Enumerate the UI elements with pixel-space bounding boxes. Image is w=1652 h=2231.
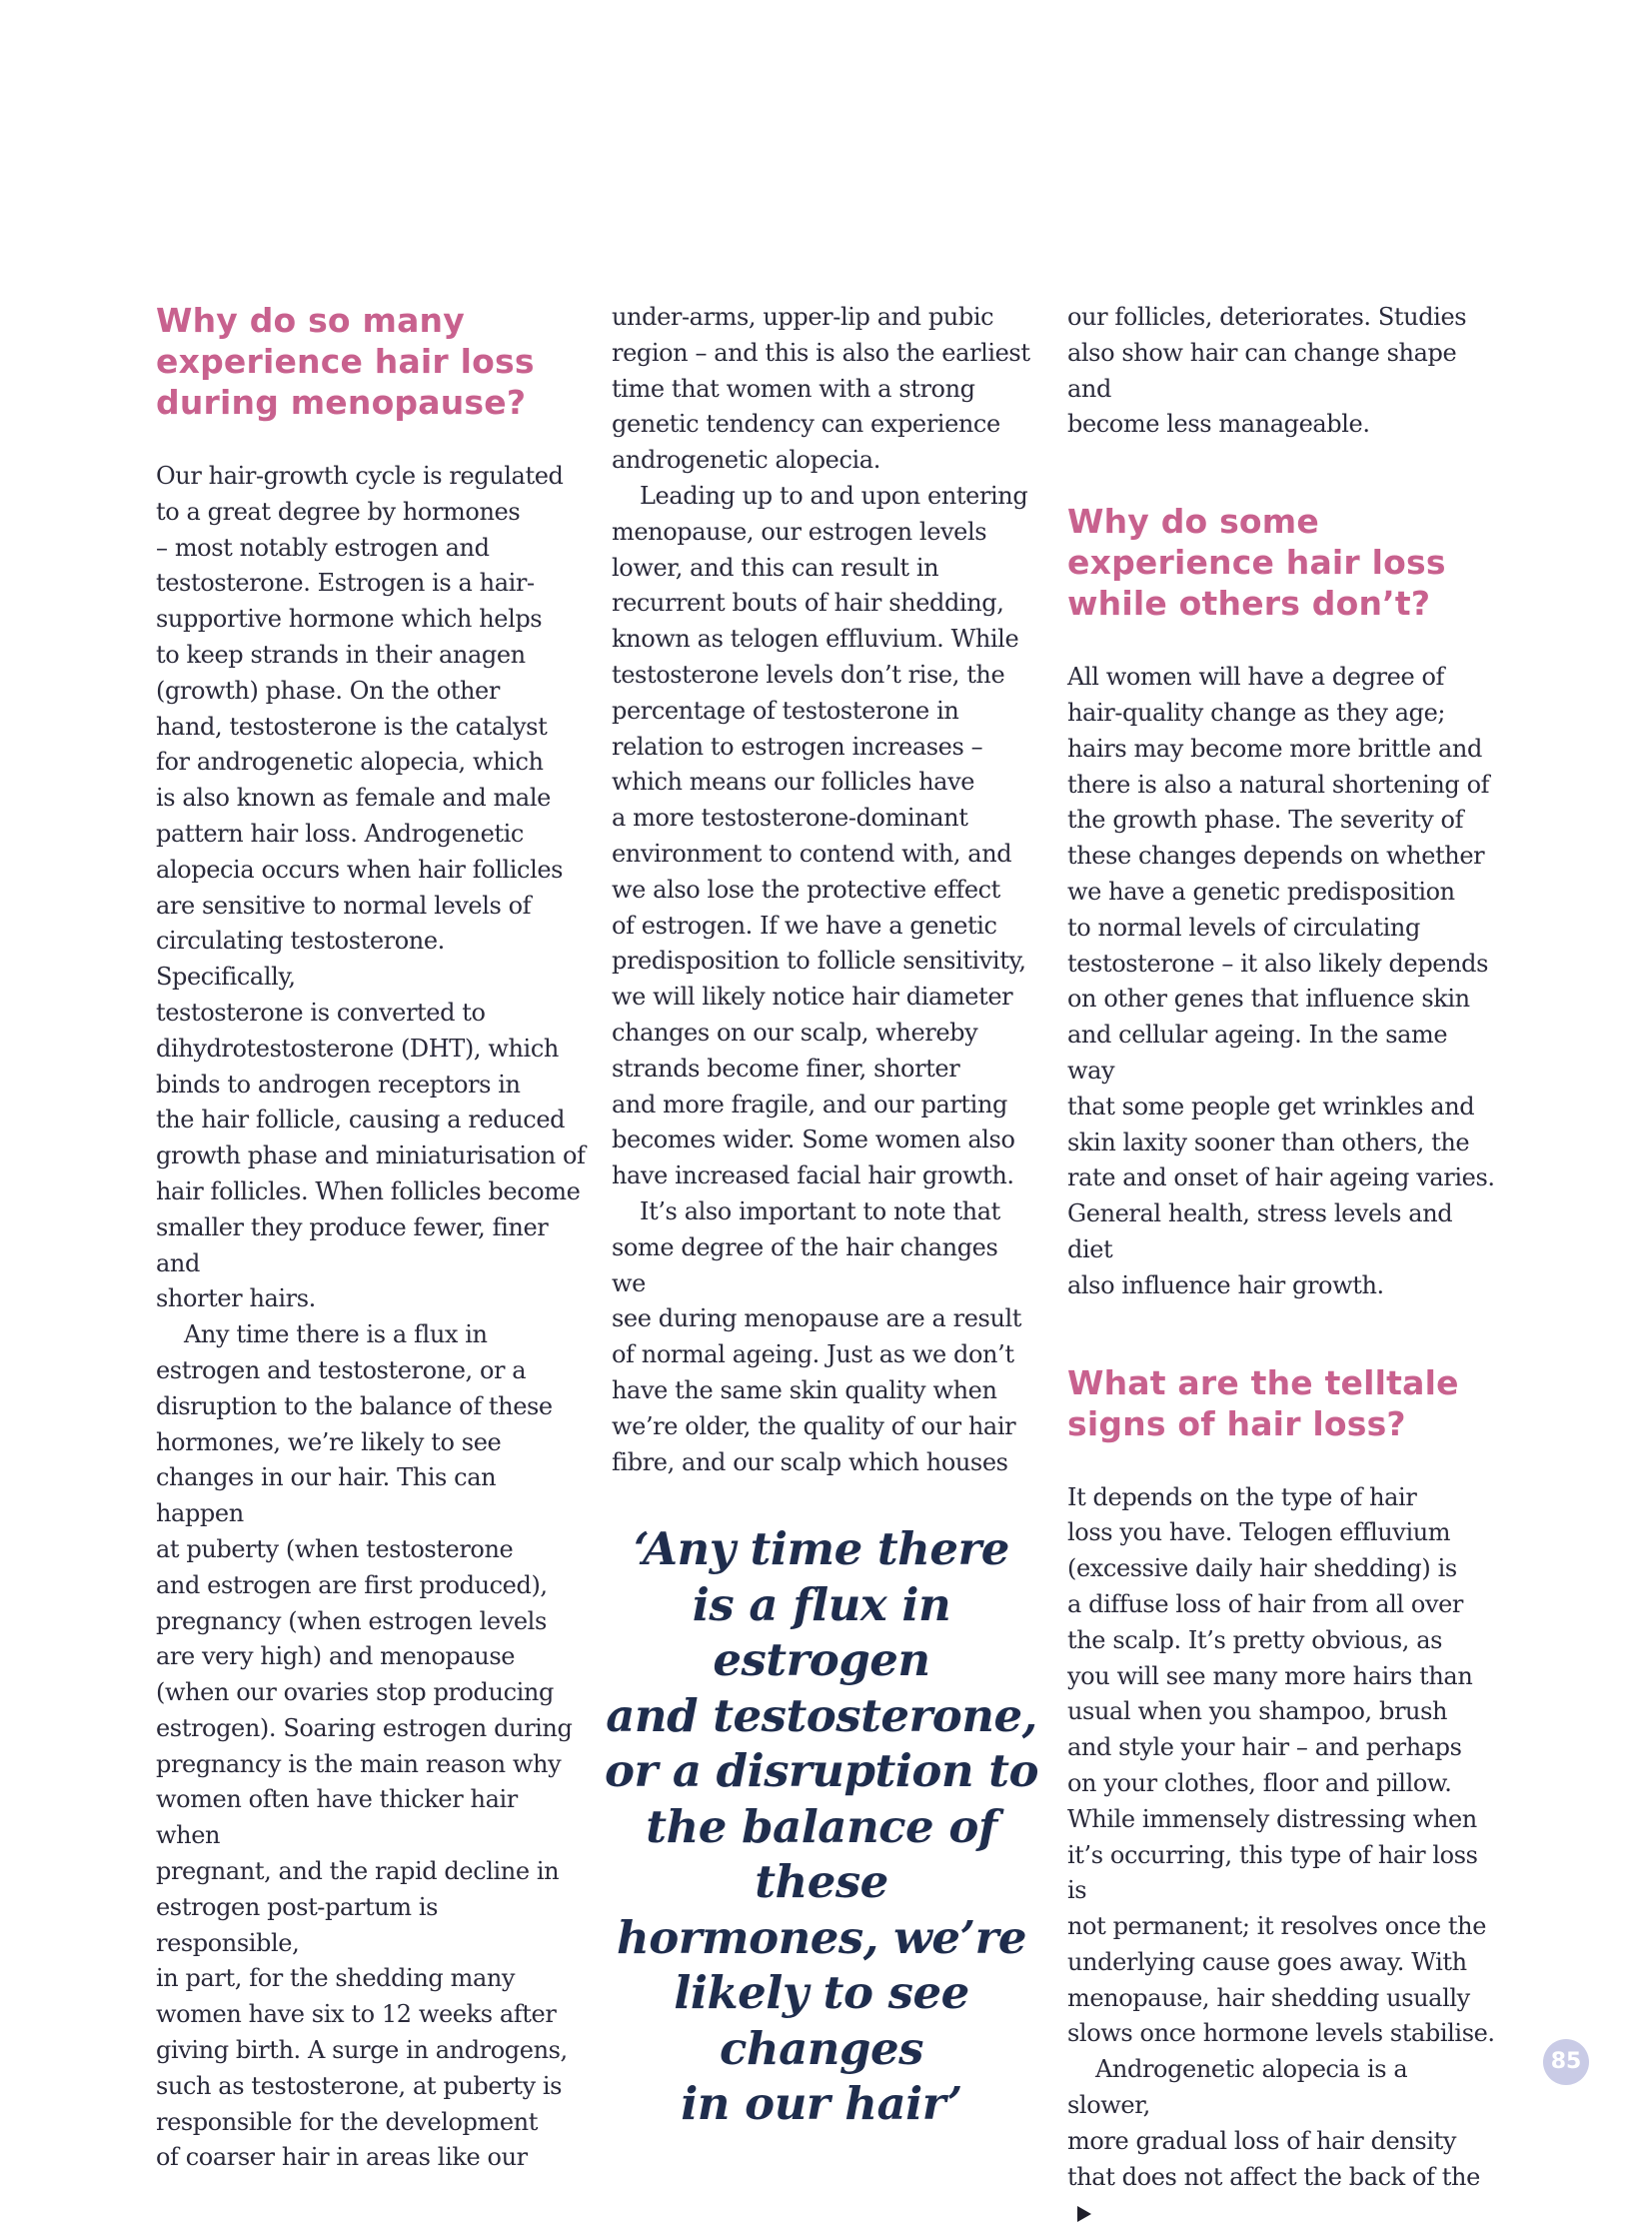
continue-arrow-icon — [1077, 2206, 1091, 2222]
column-left — [156, 300, 586, 2176]
section-heading-telltale-signs: What are the telltale signs of hair loss? — [1067, 1362, 1459, 1443]
body-paragraph: Our hair-growth cycle is regulated to a great degree by hormones – most notably estrogen and testosterone. Estrogen is a hair- supportive hormone which helps to keep strands in their anagen (growth) phase. On the other hand, testosterone is the catalyst for androgenetic alopecia, which is also known as female and male pattern hair loss. Androgenetic alopecia occurs when hair follicles are sensitive to normal levels of circulating testosterone. Specifically, testosterone is converted to dihydrotestosterone (DHT), which binds to androgen receptors in the hair follicle, causing a reduced growth phase and miniaturisation of hair follicles. When follicles become smaller they produce fewer, finer and shorter hairs. — [156, 462, 586, 1313]
body-paragraph: All women will have a degree of hair-quality change as they age; hairs may become more brittle and there is also a natural shortening of the growth phase. The severity of these changes depends on whether we have a genetic predisposition to normal levels of circulating testosterone – it also likely depends on other genes that influence skin and cellular ageing. In the same way that some people get wrinkles and skin laxity sooner than others, the rate and onset of hair ageing varies. General health, stress levels and diet also influence hair growth. — [1067, 663, 1495, 1299]
body-paragraph: It’s also important to note that some degree of the hair changes we see during menopause are a result of normal ageing. Just as we don’t have the same skin quality when we’re older, the quality of our hair fibre, and our scalp which houses — [612, 1196, 1022, 1476]
body-paragraph-continued — [1067, 2052, 1497, 2231]
body-paragraph-text: Androgenetic alopecia is a slower, more gradual loss of hair density that does not affect the back of the — [1067, 2055, 1480, 2191]
section-heading-menopause: Why do so many experience hair loss during menopause? — [156, 301, 535, 422]
body-paragraph: under-arms, upper-lip and pubic region – and this is also the earliest time that women with a strong genetic tendency can experience androgenetic alopecia. — [612, 303, 1030, 475]
pull-quote: ‘Any time there is a flux in estrogen and testosterone, or a disruption to the balance of these hormones, we’re likely to see changes in our hair’ — [604, 1522, 1039, 2130]
body-paragraph: Leading up to and upon entering menopause, our estrogen levels lower, and this can result in recurrent bouts of hair shedding, known as telogen effluvium. While testosterone levels don’t rise, the percentage of testosterone in relation to estrogen increases – which means our follicles have a more testosterone-dominant environment to contend with, and we also lose the protective effect of estrogen. If we have a genetic predisposition to follicle sensitivity, we will likely notice hair diameter changes on our scalp, whereby strands become finer, shorter and more fragile, and our parting becomes wider. Some women also have increased facial hair growth. — [612, 481, 1028, 1190]
section-heading-why-some: Why do some experience hair loss while others don’t? — [1067, 502, 1446, 624]
column-right — [1067, 300, 1497, 2231]
body-paragraph: It depends on the type of hair loss you have. Telogen effluvium (excessive daily hair shedding) is a diffuse loss of hair from all over the scalp. It’s pretty obvious, as you will see many more hairs than usual when you shampoo, brush and style your hair – and perhaps on your clothes, floor and pillow. While immensely distressing when it’s occurring, this type of hair loss is not permanent; it resolves once the underlying cause goes away. With menopause, hair shedding usually slows once hormone levels stabilise. — [1067, 1482, 1495, 2048]
body-paragraph: our follicles, deteriorates. Studies also show hair can change shape and become less manageable. — [1067, 303, 1467, 439]
column-middle — [612, 300, 1031, 1480]
body-paragraph: Any time there is a flux in estrogen and testosterone, or a disruption to the balance of these hormones, we’re likely to see changes in our hair. This can happen at puberty (when testosterone and estrogen are first produced), pregnancy (when estrogen levels are very high) and menopause (when our ovaries stop producing estrogen). Soaring estrogen during pregnancy is the main reason why women often have thicker hair when pregnant, and the rapid decline in estrogen post-partum is responsible, in part, for the shedding many women have six to 12 weeks after giving birth. A surge in androgens, such as testosterone, at puberty is responsible for the development of coarser hair in areas like our — [156, 1320, 573, 2172]
page-number-badge: 85 — [1543, 2039, 1589, 2085]
